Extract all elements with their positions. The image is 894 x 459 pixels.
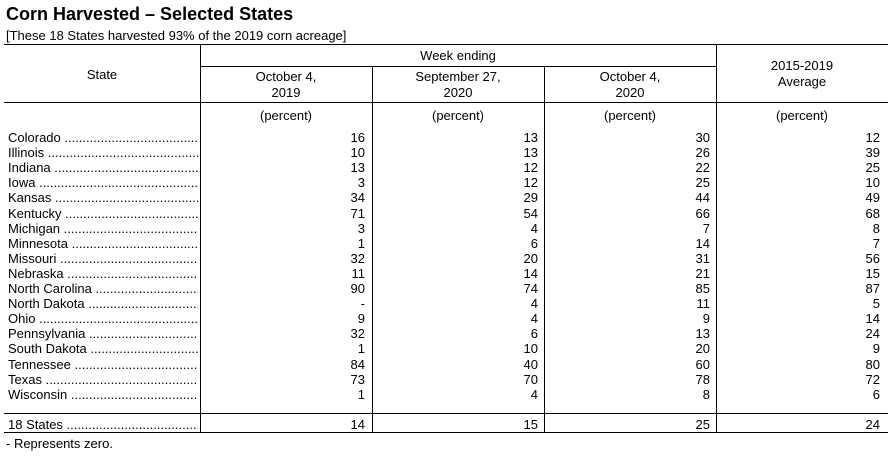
cell-sep-2020: 13: [523, 145, 538, 161]
cell-sep-2020: 54: [523, 205, 538, 221]
cell-average: 14: [865, 311, 880, 327]
table-row: [0, 160, 894, 175]
row-state-name: Kentucky .....: [8, 206, 198, 221]
row-state-name: Kansas .....: [8, 190, 198, 205]
cell-sep-2020: 74: [523, 281, 538, 296]
cell-oct-2019: 13: [350, 160, 365, 176]
top-rule: [4, 44, 888, 45]
header-col-average: [716, 58, 888, 90]
cell-oct-2020: 85: [695, 281, 710, 296]
cell-average: 25: [865, 160, 880, 176]
header-col-oct-2020-line2: 2020: [615, 85, 645, 100]
cell-oct-2019: 3: [357, 220, 365, 236]
cell-average: 87: [865, 281, 880, 296]
cell-sep-2020: 4: [530, 386, 538, 402]
header-state: State: [86, 67, 118, 82]
cell-average: 8: [872, 220, 880, 236]
unit-label-col2: (percent): [431, 108, 485, 123]
cell-oct-2020: 25: [695, 175, 710, 191]
total-cell-sep-2020: 15: [523, 417, 538, 432]
cell-oct-2019: 73: [350, 371, 365, 387]
cell-oct-2020: 66: [695, 205, 710, 221]
cell-sep-2020: 20: [523, 250, 538, 266]
header-col-oct-2020-line1: October 4,: [599, 69, 661, 84]
cell-average: 6: [872, 386, 880, 402]
cell-oct-2020: 8: [702, 386, 710, 402]
header-col-average-line1: 2015-2019: [770, 58, 834, 73]
table-row: [0, 266, 894, 281]
table-subtitle: [These 18 States harvested 93% of the 2019 corn acreage]: [6, 28, 347, 43]
table-row: [0, 326, 894, 341]
table-row: [0, 175, 894, 190]
table-row: [0, 145, 894, 160]
cell-oct-2019: 1: [357, 341, 365, 357]
row-state-name: Missouri .....: [8, 251, 198, 266]
cell-average: 7: [872, 235, 880, 251]
table-title: Corn Harvested – Selected States: [6, 4, 294, 24]
row-state-name: North Dakota .....: [8, 296, 198, 311]
bottom-rule: [4, 432, 888, 433]
total-cell-oct-2019: 14: [350, 417, 365, 432]
cell-average: 56: [865, 250, 880, 266]
cell-oct-2020: 14: [695, 235, 710, 251]
cell-oct-2019: 32: [350, 250, 365, 266]
header-bottom-rule: [4, 102, 888, 103]
cell-oct-2020: 7: [702, 220, 710, 236]
cell-sep-2020: 29: [523, 190, 538, 206]
table-row: [0, 296, 894, 311]
unit-label-col1: (percent): [259, 108, 313, 123]
table-row: [0, 341, 894, 356]
cell-oct-2020: 26: [695, 145, 710, 161]
cell-average: 72: [865, 371, 880, 387]
table-row: [0, 311, 894, 326]
cell-oct-2019: 9: [357, 311, 365, 327]
cell-oct-2020: 60: [695, 356, 710, 372]
header-col-oct-2019-line1: October 4,: [255, 69, 317, 84]
cell-oct-2019: 3: [357, 175, 365, 191]
total-top-rule: [4, 413, 888, 414]
total-state: 18 States .....: [8, 417, 198, 432]
table-row: [0, 357, 894, 372]
row-state-name: Illinois .....: [8, 145, 198, 160]
header-col-sep-2020-line1: September 27,: [415, 69, 501, 84]
cell-oct-2019: 90: [350, 281, 365, 296]
cell-average: 39: [865, 145, 880, 161]
cell-sep-2020: 12: [523, 175, 538, 191]
cell-sep-2020: 40: [523, 356, 538, 372]
table-row: [0, 372, 894, 387]
total-cell-average: 24: [865, 417, 880, 432]
header-col-oct-2019-line2: 2019: [271, 85, 301, 100]
table-row: [0, 281, 894, 296]
table-row: [0, 221, 894, 236]
cell-oct-2019: 11: [351, 265, 365, 281]
unit-label-col3: (percent): [603, 108, 657, 123]
row-state-name: Nebraska .....: [8, 266, 198, 281]
cell-oct-2019: 10: [350, 145, 365, 161]
header-col-oct-2019: [200, 69, 372, 101]
row-state-name: Pennsylvania .....: [8, 326, 198, 341]
header-col-sep-2020-line2: 2020: [443, 85, 473, 100]
row-state-name: Texas .....: [8, 372, 198, 387]
header-col-average-line2: Average: [777, 74, 827, 89]
table-row: [0, 251, 894, 266]
cell-sep-2020: 6: [530, 326, 538, 342]
cell-average: 24: [865, 326, 880, 342]
row-state-name: Colorado .....: [8, 130, 198, 145]
table-row: [0, 236, 894, 251]
table-row: [0, 130, 894, 145]
cell-oct-2020: 44: [695, 190, 710, 206]
cell-sep-2020: 4: [530, 220, 538, 236]
total-cell-oct-2020: 25: [695, 417, 710, 432]
cell-sep-2020: 4: [530, 296, 538, 312]
row-state-name: Tennessee .....: [8, 357, 198, 372]
cell-oct-2019: -: [360, 296, 365, 312]
cell-sep-2020: 12: [523, 160, 538, 176]
cell-sep-2020: 4: [530, 311, 538, 327]
row-state-name: South Dakota .....: [8, 341, 198, 356]
cell-oct-2020: 9: [702, 311, 710, 327]
header-col-sep-2020: [372, 69, 544, 101]
cell-average: 5: [872, 296, 880, 312]
cell-oct-2020: 21: [695, 265, 710, 281]
cell-oct-2019: 16: [350, 130, 365, 145]
cell-average: 68: [865, 205, 880, 221]
cell-average: 9: [872, 341, 880, 357]
cell-average: 10: [865, 175, 880, 191]
row-state-name: North Carolina .....: [8, 281, 198, 296]
cell-sep-2020: 6: [530, 235, 538, 251]
table-row: [0, 206, 894, 221]
footnote: - Represents zero.: [6, 436, 113, 451]
cell-oct-2020: 30: [695, 130, 710, 145]
cell-oct-2020: 31: [695, 250, 710, 266]
cell-sep-2020: 10: [523, 341, 538, 357]
cell-oct-2020: 11: [696, 296, 710, 312]
row-state-name: Iowa .....: [8, 175, 198, 190]
row-state-name: Indiana .....: [8, 160, 198, 175]
week-ending-rule: [200, 66, 716, 67]
cell-sep-2020: 13: [523, 130, 538, 145]
cell-oct-2019: 34: [350, 190, 365, 206]
cell-average: 12: [865, 130, 880, 145]
cell-average: 80: [865, 356, 880, 372]
row-state-name: Minnesota .....: [8, 236, 198, 251]
cell-oct-2019: 84: [350, 356, 365, 372]
cell-oct-2019: 32: [350, 326, 365, 342]
cell-sep-2020: 70: [523, 371, 538, 387]
cell-oct-2019: 1: [357, 235, 365, 251]
cell-oct-2019: 71: [350, 205, 365, 221]
cell-oct-2020: 78: [695, 371, 710, 387]
unit-label-col4: (percent): [775, 108, 829, 123]
cell-sep-2020: 14: [523, 265, 538, 281]
cell-average: 49: [865, 190, 880, 206]
table-row: [0, 190, 894, 205]
table-row: [0, 387, 894, 402]
row-state-name: Wisconsin .....: [8, 387, 198, 402]
row-state-name: Ohio .....: [8, 311, 198, 326]
cell-oct-2019: 1: [357, 386, 365, 402]
header-col-oct-2020: [544, 69, 716, 101]
header-week-ending: Week ending: [420, 48, 496, 63]
cell-oct-2020: 20: [695, 341, 710, 357]
cell-oct-2020: 13: [695, 326, 710, 342]
cell-oct-2020: 22: [695, 160, 710, 176]
table-total-row: [0, 417, 894, 432]
row-state-name: Michigan .....: [8, 221, 198, 236]
cell-average: 15: [865, 265, 880, 281]
